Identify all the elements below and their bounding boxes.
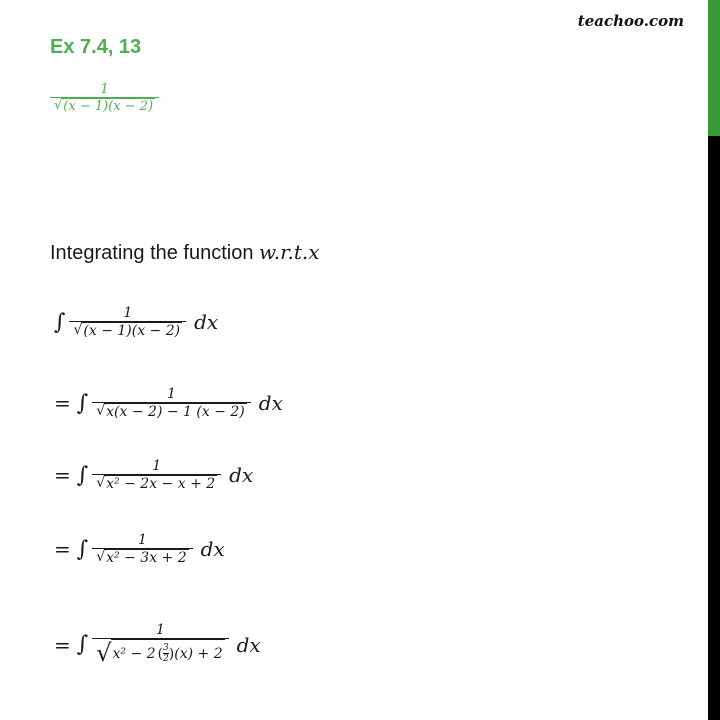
equals-sign: = bbox=[54, 463, 71, 487]
step-1-radicand: (x − 1)(x − 2) bbox=[83, 323, 181, 339]
step-5-numerator: 1 bbox=[155, 622, 165, 638]
step-1-dx: dx bbox=[194, 310, 219, 334]
problem-fraction bbox=[50, 82, 159, 114]
step-3-fraction: 1 √ x² − 2x − x + 2 bbox=[92, 458, 221, 492]
intro-text: Integrating the function bbox=[50, 242, 260, 264]
step-2-numerator: 1 bbox=[167, 386, 176, 402]
sqrt-symbol: √ (x − 1)(x − 2) bbox=[54, 98, 154, 114]
sidebar-accent-black bbox=[708, 136, 720, 720]
integral-sign: ∫ bbox=[76, 462, 89, 488]
step-1-fraction: 1 √ (x − 1)(x − 2) bbox=[69, 305, 186, 339]
equals-sign: = bbox=[54, 537, 71, 561]
step-5-dx: dx bbox=[236, 632, 261, 657]
step-1-numerator: 1 bbox=[123, 305, 133, 321]
problem-radicand: (x − 1)(x − 2) bbox=[63, 99, 154, 114]
sidebar-accent-green bbox=[708, 0, 720, 136]
exercise-title: Ex 7.4, 13 bbox=[50, 36, 142, 58]
step-1 bbox=[54, 305, 218, 339]
problem-denominator bbox=[50, 98, 159, 114]
step-5-radicand: x² − 2 ( $\frac{3}{2}$ ) (x) + 2 bbox=[111, 639, 225, 667]
step-2 bbox=[54, 386, 283, 420]
equals-sign: = bbox=[54, 632, 71, 657]
step-2-radicand: x(x − 2) − 1 (x − 2) bbox=[106, 404, 245, 420]
step-5 bbox=[54, 622, 261, 667]
step-3-radicand: x² − 2x − x + 2 bbox=[106, 476, 216, 492]
step-4-numerator: 1 bbox=[137, 532, 147, 548]
equals-sign: = bbox=[54, 391, 71, 415]
three-halves-fraction: $\frac{3}{2}$ bbox=[163, 643, 169, 664]
step-4-dx: dx bbox=[200, 537, 225, 561]
step-2-dx: dx bbox=[258, 391, 283, 415]
step-4 bbox=[54, 532, 225, 566]
step-2-fraction: 1 √ x(x − 2) − 1 (x − 2) bbox=[92, 386, 251, 420]
step-4-fraction: 1 √ x² − 3x + 2 bbox=[92, 532, 192, 566]
step-3-dx: dx bbox=[229, 463, 254, 487]
integral-sign: ∫ bbox=[76, 632, 89, 657]
problem-numerator: 1 bbox=[100, 82, 109, 97]
step-5-fraction: 1 √ x² − 2 ( $\frac{3}{2}$ ) (x) + 2 bbox=[92, 622, 228, 667]
problem-expression bbox=[50, 82, 159, 114]
intro-math: w.r.t.x bbox=[259, 240, 320, 264]
integral-sign: ∫ bbox=[54, 309, 66, 335]
integral-sign: ∫ bbox=[76, 390, 89, 416]
step-3-numerator: 1 bbox=[152, 458, 162, 474]
integral-sign: ∫ bbox=[76, 536, 89, 562]
brand-logo: teachoo.com bbox=[577, 12, 684, 30]
step-4-radicand: x² − 3x + 2 bbox=[106, 550, 187, 566]
intro-line bbox=[50, 240, 320, 265]
step-3 bbox=[54, 458, 253, 492]
